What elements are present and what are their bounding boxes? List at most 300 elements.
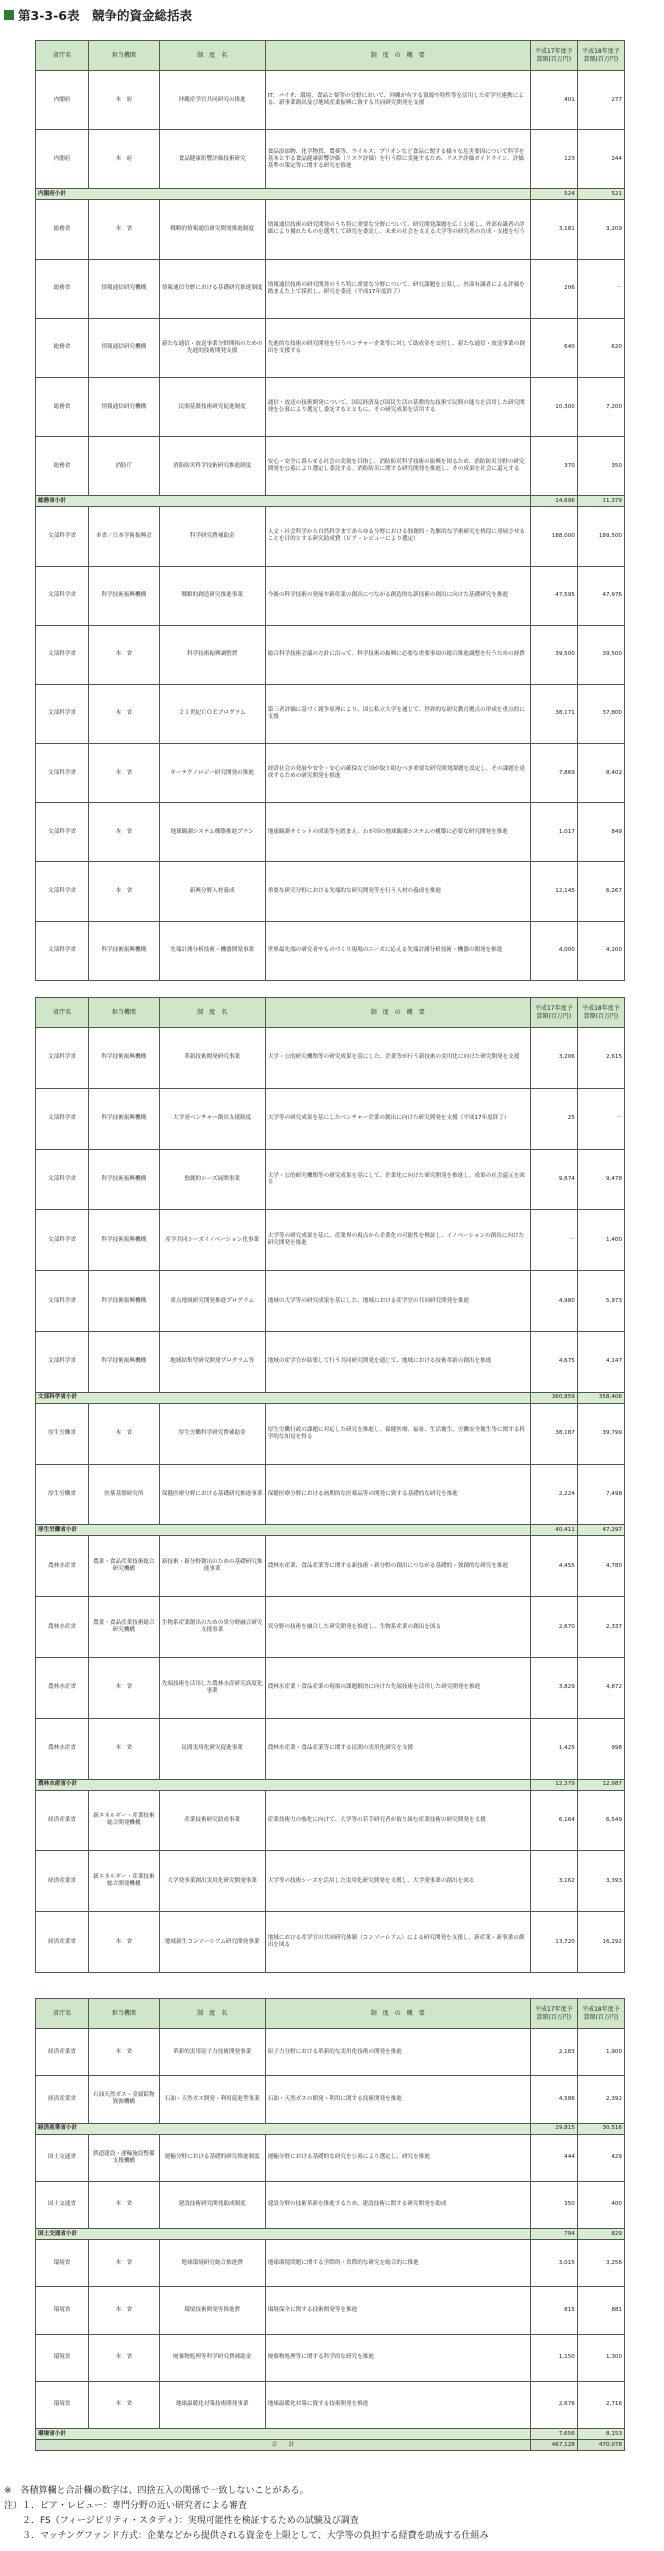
column-header-program: 制 度 名 [159, 1999, 265, 2029]
cell-ministry: 文部科学省 [36, 1210, 89, 1271]
cell-b17: 2,183 [530, 2029, 577, 2076]
cell-program: 革新技術開発研究事業 [159, 1028, 265, 1089]
cell-summary: 地球温暖化対策に資する技術開発を推進 [265, 2381, 530, 2428]
cell-ministry: 総務省 [36, 259, 89, 318]
cell-summary: 厚生労働行政の課題に対応した研究を推進し、保健医療、福祉、生活衛生、労働安全衛生等に関する科学的な知見を得る [265, 1403, 530, 1464]
column-header-summary: 制 度 の 概 要 [265, 1999, 530, 2029]
cell-ministry: 総務省 [36, 437, 89, 496]
table-row [36, 130, 625, 189]
cell-summary: 通信・放送の技術開発について、国民経済及び国民生活の基盤的な技術で民間の能力を活用した研究開発を公募により選定し委託するとともに、その研究成果を活用する [265, 377, 530, 436]
cell-ministry: 経済産業省 [36, 2076, 89, 2123]
column-header-summary: 制 度 の 概 要 [265, 41, 530, 71]
cell-b17: 38,171 [530, 684, 577, 743]
cell-program: 運輸分野における基礎的研究推進制度 [159, 2134, 265, 2181]
cell-b18: 2,615 [577, 1028, 624, 1089]
cell-b17: 12,145 [530, 862, 577, 921]
cell-agency: 農業・食品産業技術総合研究機構 [89, 1597, 160, 1658]
cell-agency: 本 省 [89, 862, 160, 921]
cell-program: 民間実用化研究促進事業 [159, 1718, 265, 1779]
cell-ministry: 内閣府 [36, 71, 89, 130]
cell-summary: 地域における産学官の共同研究体制（コンソーシアム）による研究開発を支援し、新産業・新事業の創出を図る [265, 1912, 530, 1973]
cell-b18: 47,976 [577, 566, 624, 625]
table-row [36, 1718, 625, 1779]
cell-b18: 400 [577, 2181, 624, 2228]
cell-b18: 5,973 [577, 1271, 624, 1332]
table-section-1 [35, 40, 625, 981]
cell-agency: 本省／日本学術振興会 [89, 507, 160, 566]
cell-b18: 11,379 [577, 496, 624, 507]
cell-b18: 429 [577, 2134, 624, 2181]
cell-agency: 本 省 [89, 1403, 160, 1464]
cell-b18: － [577, 1088, 624, 1149]
table-row [36, 437, 625, 496]
cell-ministry: 文部科学省 [36, 566, 89, 625]
cell-b18: 244 [577, 130, 624, 189]
cell-program: 先端計測分析技術・機器開発事業 [159, 921, 265, 980]
cell-program: 地球温暖化対策技術開発事業 [159, 2381, 265, 2428]
cell-program: 革新的実用原子力技術開発事業 [159, 2029, 265, 2076]
cell-b17: 38,187 [530, 1403, 577, 1464]
header-row [36, 1999, 625, 2029]
column-header-budget17: 平成17年度予算額(百万円) [530, 1999, 577, 2029]
cell-b17: 13,720 [530, 1912, 577, 1973]
cell-b17: 3,829 [530, 1657, 577, 1718]
subtotal-row [36, 2229, 625, 2240]
cell-b17: 14,696 [530, 496, 577, 507]
cell-b18: 358,406 [577, 1392, 624, 1403]
cell-program: 独創的シーズ展開事業 [159, 1149, 265, 1210]
table-row [36, 2381, 625, 2428]
cell-b17: 444 [530, 2134, 577, 2181]
cell-summary: 廃棄物処理等に関する科学的な研究を推進 [265, 2334, 530, 2381]
cell-ministry: 経済産業省 [36, 1790, 89, 1851]
cell-agency: 本 省 [89, 2381, 160, 2428]
cell-ministry: 総務省 [36, 377, 89, 436]
table-row [36, 1149, 625, 1210]
cell-agency: 情報通信研究機構 [89, 259, 160, 318]
table-row [36, 1597, 625, 1658]
cell-b18: 3,393 [577, 1851, 624, 1912]
cell-ministry: 文部科学省 [36, 1331, 89, 1392]
cell-b17: 360,859 [530, 1392, 577, 1403]
cell-b17: 47,595 [530, 566, 577, 625]
cell-b18: 2,337 [577, 1597, 624, 1658]
table-section-2 [35, 997, 625, 1973]
cell-b17: 3,206 [530, 1028, 577, 1089]
cell-program: 大学発事業創出実用化研究開発事業 [159, 1851, 265, 1912]
column-header-ministry: 省庁名 [36, 41, 89, 71]
table-row [36, 625, 625, 684]
cell-b18: 350 [577, 437, 624, 496]
cell-program: 地球観測システム構築推進プラン [159, 803, 265, 862]
cell-agency: 本 省 [89, 2029, 160, 2076]
cell-b17: 123 [530, 130, 577, 189]
table-row [36, 2029, 625, 2076]
cell-b18: 4,147 [577, 1331, 624, 1392]
column-header-budget18: 平成18年度予算額(百万円) [577, 998, 624, 1028]
cell-program: 環境技術開発等推進費 [159, 2287, 265, 2334]
table-row [36, 803, 625, 862]
cell-summary: 第三者評価に基づく競争原理により、国公私立大学を通じて、世界的な研究教育拠点の形成を重点的に支援 [265, 684, 530, 743]
column-header-agency: 担当機関 [89, 998, 160, 1028]
cell-b17: 350 [530, 2181, 577, 2228]
cell-b18: － [577, 259, 624, 318]
cell-program: 大学発ベンチャー創出支援制度 [159, 1088, 265, 1149]
cell-program: 戦略的創造研究推進事業 [159, 566, 265, 625]
title-marker-icon [4, 10, 14, 20]
cell-b18: 3,256 [577, 2240, 624, 2287]
subtotal-label: 厚生労働省小計 [36, 1525, 531, 1536]
cell-summary: 石油・天然ガスの開発・利用に関する技術開発を推進 [265, 2076, 530, 2123]
cell-ministry: 国土交通省 [36, 2134, 89, 2181]
cell-agency: 新エネルギー・産業技術総合開発機構 [89, 1790, 160, 1851]
cell-ministry: 文部科学省 [36, 1028, 89, 1089]
column-header-budget18: 平成18年度予算額(百万円) [577, 41, 624, 71]
cell-ministry: 厚生労働省 [36, 1464, 89, 1525]
cell-ministry: 環境省 [36, 2240, 89, 2287]
table-row [36, 1536, 625, 1597]
cell-b17: 188,000 [530, 507, 577, 566]
cell-b18: 16,292 [577, 1912, 624, 1973]
cell-ministry: 農林水産省 [36, 1718, 89, 1779]
table-row [36, 1271, 625, 1332]
cell-agency: 本 省 [89, 1718, 160, 1779]
cell-program: 科学研究費補助金 [159, 507, 265, 566]
cell-summary: 環境保全に関する技術開発等を推進 [265, 2287, 530, 2334]
table-row [36, 2076, 625, 2123]
cell-b17: 4,980 [530, 1271, 577, 1332]
notes [4, 2484, 654, 2544]
cell-b18: 998 [577, 1718, 624, 1779]
cell-agency: 本 省 [89, 1912, 160, 1973]
cell-b17: 3,181 [530, 200, 577, 259]
cell-summary: 原子力分野における革新的な実用化技術の開発を推進 [265, 2029, 530, 2076]
table-row [36, 1403, 625, 1464]
table-row [36, 259, 625, 318]
cell-b17: 2,670 [530, 1597, 577, 1658]
cell-b17: 1,425 [530, 1718, 577, 1779]
cell-b18: 8,153 [577, 2429, 624, 2440]
cell-program: 産学共同シーズイノベーション化事業 [159, 1210, 265, 1271]
cell-ministry: 環境省 [36, 2381, 89, 2428]
cell-b18: 7,498 [577, 1464, 624, 1525]
cell-agency: 農業・食品産業技術総合研究機構 [89, 1536, 160, 1597]
column-header-ministry: 省庁名 [36, 1999, 89, 2029]
cell-ministry: 農林水産省 [36, 1657, 89, 1718]
cell-agency: 本 省 [89, 684, 160, 743]
cell-b17: 25 [530, 1088, 577, 1149]
note-line: ３．マッチングファンド方式：企業などから提供される資金を上限として、大学等の負担する経費を助成する仕組み [4, 2531, 489, 2541]
cell-program: 重点地域研究開発推進プログラム [159, 1271, 265, 1332]
cell-b18: 4,200 [577, 921, 624, 980]
cell-summary: 地球観測サミットの成果等を踏まえ、わが国の地球観測システムの構築に必要な研究開発を推進 [265, 803, 530, 862]
cell-ministry: 農林水産省 [36, 1536, 89, 1597]
cell-b18: 4,872 [577, 1657, 624, 1718]
cell-summary: 農林水産業・食品産業等に関する民間の実用化研究を支援 [265, 1718, 530, 1779]
page-title: 第3-3-6表 競争的資金総括表 [18, 8, 192, 23]
subtotal-row [36, 496, 625, 507]
cell-agency: 本 省 [89, 2287, 160, 2334]
cell-summary: 総合科学技術会議の方針に沿って、科学技術の振興に必要な重要事項の総合推進調整を行うための経費 [265, 625, 530, 684]
cell-summary: 情報通信技術の研究開発のうち特に重要な分野について、研究開発課題を広く公募し、外部有識者の評価により優れたものを選考して研究を委託し、未来の社会を支える大学等の研究者の育成・支援を行う [265, 200, 530, 259]
cell-program: 民間基盤技術研究促進制度 [159, 377, 265, 436]
subtotal-row [36, 1779, 625, 1790]
cell-b17: 370 [530, 437, 577, 496]
cell-b18: 2,392 [577, 2076, 624, 2123]
note-line: ※ 各積算欄と合計欄の数字は、四捨五入の関係で一致しないことがある。 [4, 2486, 309, 2496]
cell-b17: 40,411 [530, 1525, 577, 1536]
cell-b18: 8,402 [577, 744, 624, 803]
cell-agency: 石油天然ガス・金属鉱物資源機構 [89, 2076, 160, 2123]
cell-program: 食品健康影響評価技術研究 [159, 130, 265, 189]
cell-summary: 大学等の技術シーズを活用した実用化研究開発を支援し、大学発事業の創出を図る [265, 1851, 530, 1912]
cell-agency: 本 省 [89, 2181, 160, 2228]
cell-ministry: 文部科学省 [36, 1271, 89, 1332]
cell-b17: 7,656 [530, 2429, 577, 2440]
cell-b17: 794 [530, 2229, 577, 2240]
table-row [36, 1790, 625, 1851]
cell-program: 地域結集型研究開発プログラム等 [159, 1331, 265, 1392]
column-header-agency: 担当機関 [89, 1999, 160, 2029]
cell-program: 地域新生コンソーシアム研究開発事業 [159, 1912, 265, 1973]
cell-ministry: 環境省 [36, 2287, 89, 2334]
cell-ministry: 文部科学省 [36, 1149, 89, 1210]
table-row [36, 1088, 625, 1149]
cell-b17: － [530, 1210, 577, 1271]
cell-b17: 2,224 [530, 1464, 577, 1525]
cell-program: 先端技術を活用した農林水産研究高度化事業 [159, 1657, 265, 1718]
cell-ministry: 文部科学省 [36, 862, 89, 921]
cell-b17: 206 [530, 259, 577, 318]
cell-ministry: 文部科学省 [36, 684, 89, 743]
cell-b17: 401 [530, 71, 577, 130]
header-row [36, 998, 625, 1028]
cell-b17: 815 [530, 2287, 577, 2334]
cell-program: 情報通信分野における基礎研究推進制度 [159, 259, 265, 318]
subtotal-label: 総務省小計 [36, 496, 531, 507]
cell-agency: 本 府 [89, 130, 160, 189]
table-row [36, 744, 625, 803]
cell-agency: 本 省 [89, 1657, 160, 1718]
cell-summary: 地域の大学等の研究成果を基にした、地域における産学官の共同研究開発を推進 [265, 1271, 530, 1332]
cell-summary: 異分野の技術を融合した研究開発を推進し、生物系産業の創出を図る [265, 1597, 530, 1658]
budget-table [35, 1998, 625, 2451]
subtotal-label: 環境省小計 [36, 2429, 531, 2440]
cell-summary: 運輸分野における基礎的な研究を公募により選定し、研究を推進 [265, 2134, 530, 2181]
cell-summary: 大学・公的研究機関等の研究成果を基にして、企業化に向けた研究開発を推進し、成果の社会還元を図る [265, 1149, 530, 1210]
cell-agency: 鉄道建設・運輸施設整備支援機構 [89, 2134, 160, 2181]
budget-table [35, 40, 625, 981]
cell-agency: 消防庁 [89, 437, 160, 496]
cell-b17: 29,815 [530, 2123, 577, 2134]
cell-ministry: 文部科学省 [36, 744, 89, 803]
cell-program: 厚生労働科学研究費補助金 [159, 1403, 265, 1464]
cell-ministry: 国土交通省 [36, 2181, 89, 2228]
cell-b18: 189,500 [577, 507, 624, 566]
column-header-agency: 担当機関 [89, 41, 160, 71]
column-header-program: 制 度 名 [159, 998, 265, 1028]
cell-b18: 849 [577, 803, 624, 862]
cell-b17: 4,000 [530, 921, 577, 980]
table-row [36, 1851, 625, 1912]
cell-ministry: 内閣府 [36, 130, 89, 189]
cell-summary: 重要な研究分野における先端的な研究開発等を行う人材の養成を推進 [265, 862, 530, 921]
cell-b17: 524 [530, 189, 577, 200]
cell-b18: 6,549 [577, 1790, 624, 1851]
cell-b17: 1,150 [530, 2334, 577, 2381]
cell-b17: 10,300 [530, 377, 577, 436]
cell-summary: 世界最先端の研究者やものづくり現場のニーズに応える先端計測分析技術・機器の開発を推進 [265, 921, 530, 980]
cell-b17: 3,162 [530, 1851, 577, 1912]
cell-b17: 9,674 [530, 1149, 577, 1210]
cell-b17: 12,379 [530, 1779, 577, 1790]
cell-agency: 情報通信研究機構 [89, 377, 160, 436]
cell-b18: 39,500 [577, 625, 624, 684]
table-row [36, 2181, 625, 2228]
cell-program: ２１世紀ＣＯＥプログラム [159, 684, 265, 743]
cell-b18: 1,400 [577, 1210, 624, 1271]
subtotal-row [36, 2123, 625, 2134]
cell-summary: 食品添加物、化学物質、農薬等、ウイルス、プリオンなど食品に関する様々な危害要因について科学を基本とする食品健康影響評価（リスク評価）を行う際に実施するため、リスク評価ガイドライン、評価基準の策定等に関する研究を推進 [265, 130, 530, 189]
cell-b18: 521 [577, 189, 624, 200]
cell-b17: 2,676 [530, 2381, 577, 2428]
cell-b18: 39,799 [577, 1403, 624, 1464]
header-row [36, 41, 625, 71]
subtotal-row [36, 1525, 625, 1536]
cell-summary: 建設分野の技術革新を推進するため、建設技術に関する研究開発を助成 [265, 2181, 530, 2228]
cell-agency: 新エネルギー・産業技術総合開発機構 [89, 1851, 160, 1912]
subtotal-row [36, 1392, 625, 1403]
cell-summary: IT、バイオ、環境、食品と薬等の分野において、沖縄が有する資源や特性等を活用した産学官連携による、新事業創出及び地域産業振興に資する共同研究開発を支援 [265, 71, 530, 130]
cell-b18: 1,300 [577, 2334, 624, 2381]
cell-b18: 12,987 [577, 1779, 624, 1790]
subtotal-row [36, 2429, 625, 2440]
subtotal-row [36, 189, 625, 200]
subtotal-label: 国土交通省小計 [36, 2229, 531, 2240]
cell-summary: 情報通信技術の研究開発のうち特に重要な分野について、研究課題を公募し、外部有識者による評価を踏まえた上で採択し、研究を委託（平成17年度終了） [265, 259, 530, 318]
cell-b18: 47,297 [577, 1525, 624, 1536]
cell-agency: 科学技術振興機構 [89, 1271, 160, 1332]
cell-b18: 277 [577, 71, 624, 130]
cell-b17: 6,164 [530, 1790, 577, 1851]
cell-summary: 今後の科学技術の発展や新産業の創出につながる創造的な新技術の創出に向けた基礎研究を推進 [265, 566, 530, 625]
cell-b18: 7,200 [577, 377, 624, 436]
cell-ministry: 文部科学省 [36, 625, 89, 684]
cell-program: 建設技術研究開発助成制度 [159, 2181, 265, 2228]
cell-ministry: 総務省 [36, 200, 89, 259]
column-header-budget17: 平成17年度予算額(百万円) [530, 41, 577, 71]
cell-agency: 本 省 [89, 803, 160, 862]
cell-summary: 地球環境問題に関する学際的・省際的な研究を総合的に推進 [265, 2240, 530, 2287]
cell-b18: 30,516 [577, 2123, 624, 2134]
cell-ministry: 経済産業省 [36, 2029, 89, 2076]
cell-program: 沖縄産学官共同研究の推進 [159, 71, 265, 130]
cell-summary: 人文・社会科学から自然科学まであらゆる分野における独創的・先駆的な学術研究を格段に発展させることを目的とする研究助成費（ピア・レビューにより選定） [265, 507, 530, 566]
cell-agency: 本 省 [89, 200, 160, 259]
cell-b18: 470,078 [577, 2440, 624, 2451]
cell-agency: 本 府 [89, 71, 160, 130]
cell-b18: 620 [577, 318, 624, 377]
table-row [36, 1464, 625, 1525]
cell-ministry: 総務省 [36, 318, 89, 377]
cell-summary: 保健医療分野における画期的な医薬品等の開発に資する基礎的な研究を推進 [265, 1464, 530, 1525]
table-row [36, 318, 625, 377]
cell-b17: 39,500 [530, 625, 577, 684]
cell-summary: 大学等の研究成果を基に、産業界の視点から企業化の可能性を検証し、イノベーションの創出に向けた研究開発を推進 [265, 1210, 530, 1271]
table-row [36, 71, 625, 130]
cell-agency: 科学技術振興機構 [89, 1088, 160, 1149]
cell-b18: 3,209 [577, 200, 624, 259]
table-row [36, 1028, 625, 1089]
cell-summary: 大学等の研究成果を基にしたベンチャー企業の創出に向けた研究開発を支援（平成17年度終了） [265, 1088, 530, 1149]
title-bar [4, 4, 192, 26]
cell-program: 新技術・新分野創出のための基礎研究推進事業 [159, 1536, 265, 1597]
cell-summary: 先進的な技術の研究開発を行うベンチャー企業等に対して助成金を交付し、新たな通信・放送事業の創出を支援する [265, 318, 530, 377]
cell-program: 生物系産業創出のための異分野融合研究支援事業 [159, 1597, 265, 1658]
table-row [36, 921, 625, 980]
cell-agency: 科学技術振興機構 [89, 1210, 160, 1271]
table-row [36, 1657, 625, 1718]
cell-program: 新たな通信・放送事業分野開拓のための先進的技術開発支援 [159, 318, 265, 377]
cell-summary: 地域の産学官が結集して行う共同研究開発を通じて、地域における技術革新の創出を推進 [265, 1331, 530, 1392]
grand-total-row [36, 2440, 625, 2451]
grand-total-label: 合 計 [36, 2440, 531, 2451]
cell-agency: 情報通信研究機構 [89, 318, 160, 377]
note-line: 注）１．ピア・レビュー：専門分野の近い研究者による審査 [4, 2501, 248, 2511]
cell-program: 科学技術振興調整費 [159, 625, 265, 684]
cell-b17: 4,675 [530, 1331, 577, 1392]
cell-agency: 本 省 [89, 625, 160, 684]
cell-b17: 467,128 [530, 2440, 577, 2451]
cell-summary: 経済社会の発展や安全・安心の確保など国が取り組むべき重要な研究開発課題を設定し、その課題を達成するための研究開発を推進 [265, 744, 530, 803]
cell-summary: 安心・安全に暮らせる社会の実現を目指し、消防防災科学技術の振興を図るため、消防防災分野の研究開発を公募により選定し委託する。消防防災に関する研究開発を推進し、その成果を社会に還元する [265, 437, 530, 496]
column-header-program: 制 度 名 [159, 41, 265, 71]
cell-ministry: 文部科学省 [36, 1088, 89, 1149]
table-row [36, 200, 625, 259]
cell-program: 戦略的情報通信研究開発推進制度 [159, 200, 265, 259]
cell-program: 石油・天然ガス開発・利用促進型事業 [159, 2076, 265, 2123]
cell-agency: 科学技術振興機構 [89, 921, 160, 980]
cell-agency: 科学技術振興機構 [89, 566, 160, 625]
cell-agency: 科学技術振興機構 [89, 1028, 160, 1089]
cell-summary: 農林水産業、食品産業等に関する新技術・新分野の創出につながる基礎的・独創的な研究を推進 [265, 1536, 530, 1597]
table-row [36, 2287, 625, 2334]
cell-program: 産業技術研究助成事業 [159, 1790, 265, 1851]
cell-ministry: 経済産業省 [36, 1912, 89, 1973]
cell-agency: 科学技術振興機構 [89, 1331, 160, 1392]
subtotal-label: 内閣府小計 [36, 189, 531, 200]
cell-ministry: 文部科学省 [36, 507, 89, 566]
cell-ministry: 厚生労働省 [36, 1403, 89, 1464]
cell-ministry: 文部科学省 [36, 803, 89, 862]
column-header-ministry: 省庁名 [36, 998, 89, 1028]
cell-b17: 3,015 [530, 2240, 577, 2287]
cell-b18: 9,478 [577, 1149, 624, 1210]
cell-agency: 科学技術振興機構 [89, 1149, 160, 1210]
budget-table [35, 997, 625, 1973]
cell-ministry: 経済産業省 [36, 1851, 89, 1912]
cell-summary: 産業技術力の強化に向けて、大学等の若手研究者が取り組む産業技術の研究開発を支援 [265, 1790, 530, 1851]
cell-b18: 37,800 [577, 684, 624, 743]
cell-summary: 大学・公的研究機関等の研究成果を基にした、企業等が行う新技術の実用化に向けた研究開発を支援 [265, 1028, 530, 1089]
subtotal-label: 経済産業省小計 [36, 2123, 531, 2134]
column-header-budget18: 平成18年度予算額(百万円) [577, 1999, 624, 2029]
cell-program: キーテクノロジー研究開発の推進 [159, 744, 265, 803]
note-line: ２．FS（フィージビリティ・スタディ）：実現可能性を検証するための試験及び調査 [4, 2516, 359, 2526]
cell-agency: 本 省 [89, 2240, 160, 2287]
table-row [36, 2240, 625, 2287]
cell-ministry: 農林水産省 [36, 1597, 89, 1658]
